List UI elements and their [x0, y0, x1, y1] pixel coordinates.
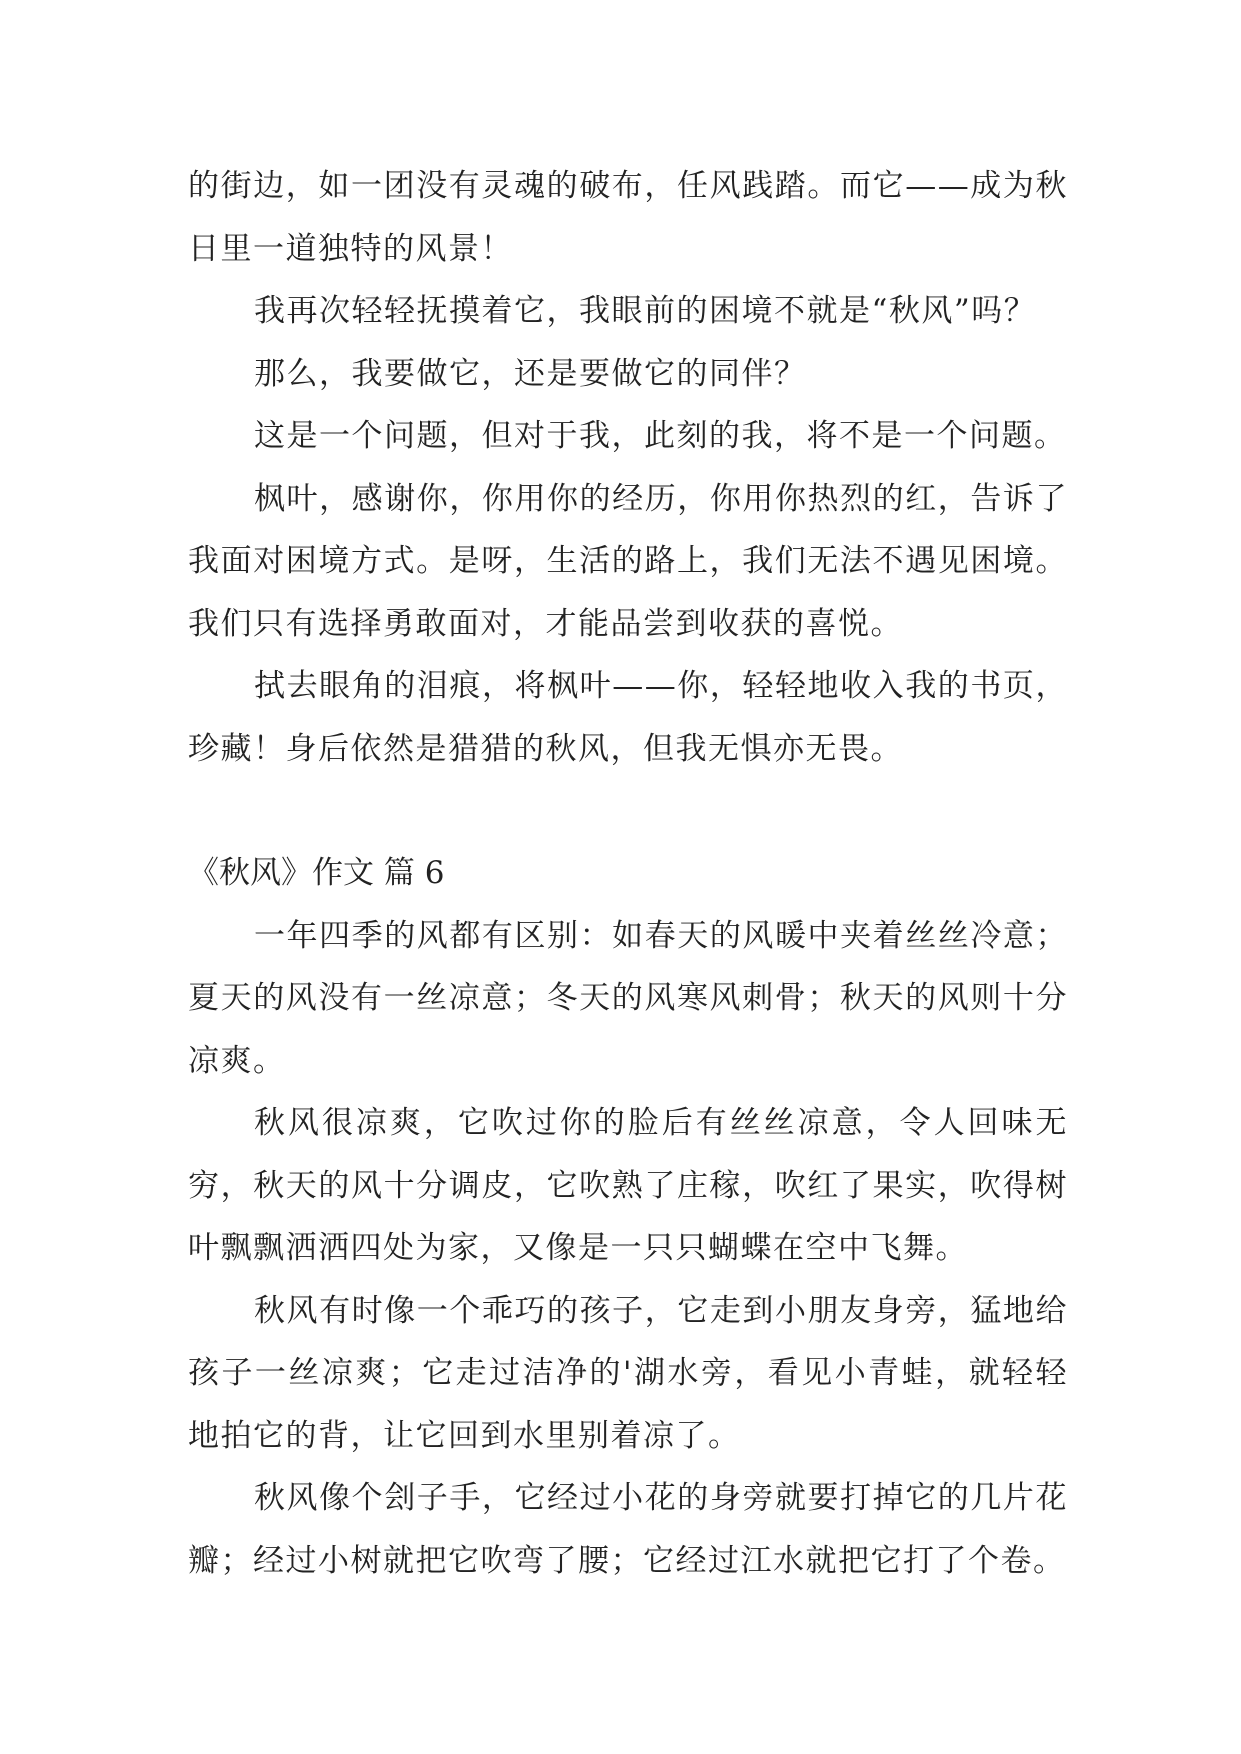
section-spacer	[188, 780, 1068, 842]
paragraph: 秋风很凉爽，它吹过你的脸后有丝丝凉意，令人回味无穷，秋天的风十分调皮，它吹熟了庄稼，吹红了果实，吹得树叶飘飘洒洒四处为家，又像是一只只蝴蝶在空中飞舞。	[188, 1105, 1068, 1266]
paragraph: 一年四季的风都有区别：如春天的风暖中夹着丝丝冷意；夏天的风没有一丝凉意；冬天的风寒风刺骨；秋天的风则十分凉爽。	[188, 917, 1068, 1079]
paragraph: 枫叶，感谢你，你用你的经历，你用你热烈的红，告诉了我面对困境方式。是呀，生活的路上，我们无法不遇见困境。我们只有选择勇敢面对，才能品尝到收获的喜悦。	[188, 480, 1068, 642]
paragraph-continued: 的街边，如一团没有灵魂的破布，任风践踏。而它——成为秋日里一道独特的风景！	[188, 168, 1068, 267]
paragraph: 我再次轻轻抚摸着它，我眼前的困境不就是“秋风”吗？	[254, 293, 1037, 329]
paragraph: 拭去眼角的泪痕，将枫叶——你，轻轻地收入我的书页，珍藏！身后依然是猎猎的秋风，但我无惧亦无畏。	[188, 668, 1068, 767]
document-body	[188, 155, 1068, 1592]
paragraph: 这是一个问题，但对于我，此刻的我，将不是一个问题。	[254, 418, 1067, 454]
paragraph: 秋风有时像一个乖巧的孩子，它走到小朋友身旁，猛地给孩子一丝凉爽；它走过洁净的'湖水旁，看见小青蛙，就轻轻地拍它的背，让它回到水里别着凉了。	[188, 1292, 1068, 1454]
paragraph: 那么，我要做它，还是要做它的同伴？	[254, 355, 807, 392]
section-title: 《秋风》作文 篇 6	[188, 855, 445, 891]
paragraph: 秋风像个刽子手，它经过小花的身旁就要打掉它的几片花瓣；经过小树就把它吹弯了腰；它经过江水就把它打了个卷。	[188, 1480, 1068, 1579]
